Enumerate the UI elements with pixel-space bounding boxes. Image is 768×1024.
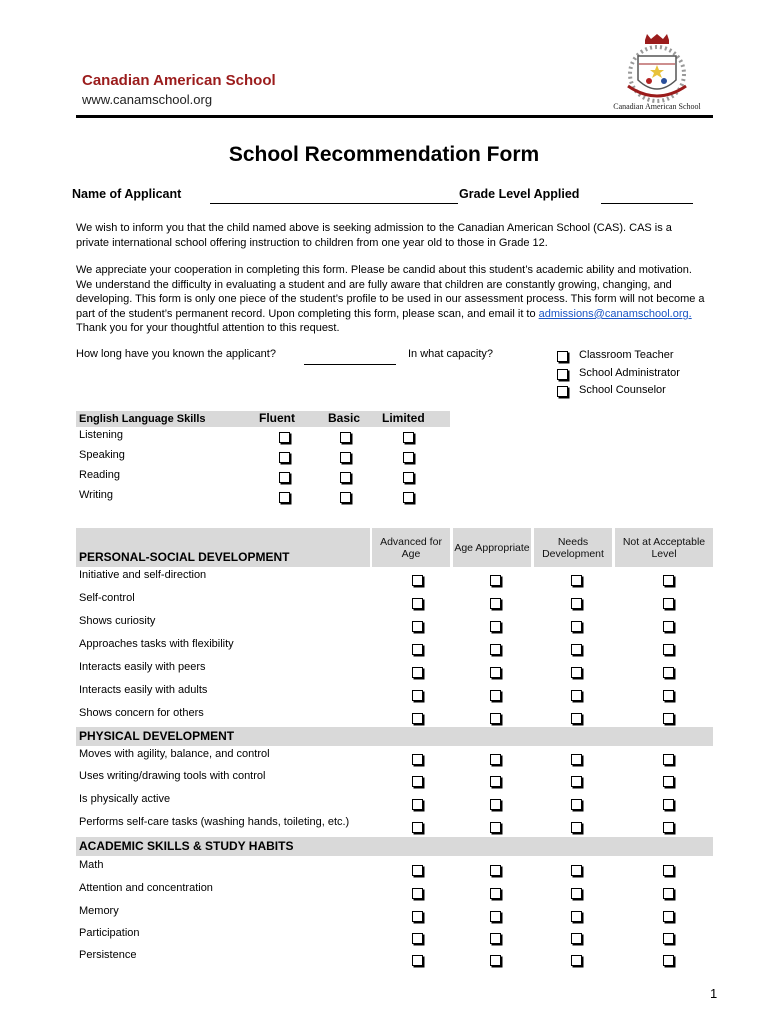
checkbox-not-acceptable[interactable] [663, 955, 674, 966]
checkbox-appropriate[interactable] [490, 955, 501, 966]
checkbox-appropriate[interactable] [490, 621, 501, 632]
checkbox-limited[interactable] [403, 472, 414, 483]
checkbox-advanced[interactable] [412, 911, 423, 922]
school-name: Canadian American School [82, 72, 276, 89]
column-label: Not at Acceptable Level [622, 535, 706, 560]
col-basic: Basic [328, 411, 361, 425]
checkbox-not-acceptable[interactable] [663, 865, 674, 876]
table-row [76, 816, 713, 839]
checkbox-appropriate[interactable] [490, 799, 501, 810]
checkbox-not-acceptable[interactable] [663, 575, 674, 586]
checkbox-not-acceptable[interactable] [663, 713, 674, 724]
checkbox-not-acceptable[interactable] [663, 754, 674, 765]
checkbox-appropriate[interactable] [490, 865, 501, 876]
table-row [76, 905, 713, 928]
checkbox-needs[interactable] [571, 933, 582, 944]
checkbox-not-acceptable[interactable] [663, 644, 674, 655]
row-label: Interacts easily with adults [79, 684, 208, 696]
checkbox-advanced[interactable] [412, 955, 423, 966]
row-label: Persistence [79, 949, 137, 961]
checkbox-advanced[interactable] [412, 799, 423, 810]
checkbox-limited[interactable] [403, 492, 414, 503]
row-label: Memory [79, 905, 119, 917]
checkbox-needs[interactable] [571, 888, 582, 899]
checkbox-appropriate[interactable] [490, 911, 501, 922]
header-divider [76, 115, 713, 118]
checkbox-limited[interactable] [403, 452, 414, 463]
checkbox-not-acceptable[interactable] [663, 776, 674, 787]
column-label: Advanced for Age [380, 535, 442, 560]
checkbox-fluent[interactable] [279, 432, 290, 443]
column-label: Needs Development [542, 535, 604, 560]
row-label: Math [79, 859, 104, 871]
row-label: Performs self-care tasks (washing hands, toileting, etc.) [79, 816, 350, 828]
col-not-acceptable [615, 528, 713, 567]
checkbox-not-acceptable[interactable] [663, 888, 674, 899]
table-row [76, 859, 713, 882]
row-label: Shows concern for others [79, 707, 204, 719]
row-label: Self-control [79, 592, 135, 604]
checkbox-needs[interactable] [571, 911, 582, 922]
english-row-writing [76, 489, 450, 509]
checkbox-needs[interactable] [571, 776, 582, 787]
checkbox-basic[interactable] [340, 472, 351, 483]
row-label: Participation [79, 927, 140, 939]
table-row [76, 661, 713, 684]
admissions-email-link[interactable]: admissions@canamschool.org. [538, 307, 692, 320]
checkbox-not-acceptable[interactable] [663, 911, 674, 922]
grade-level-field[interactable] [601, 203, 693, 204]
checkbox-advanced[interactable] [412, 822, 423, 833]
table-row [76, 615, 713, 638]
checkbox-icon[interactable] [557, 369, 568, 380]
checkbox-advanced[interactable] [412, 933, 423, 944]
checkbox-basic[interactable] [340, 432, 351, 443]
checkbox-appropriate[interactable] [490, 776, 501, 787]
english-row-reading [76, 469, 450, 489]
checkbox-needs[interactable] [571, 621, 582, 632]
checkbox-needs[interactable] [571, 865, 582, 876]
checkbox-appropriate[interactable] [490, 644, 501, 655]
english-skills-header [76, 411, 450, 427]
section-heading: ACADEMIC SKILLS & STUDY HABITS [79, 839, 294, 853]
checkbox-advanced[interactable] [412, 888, 423, 899]
checkbox-fluent[interactable] [279, 472, 290, 483]
checkbox-needs[interactable] [571, 799, 582, 810]
row-label: Shows curiosity [79, 615, 156, 627]
checkbox-fluent[interactable] [279, 452, 290, 463]
checkbox-icon[interactable] [557, 351, 568, 362]
instructions-thanks: Thank you for your thoughtful attention to this request. [76, 322, 340, 335]
col-age-appropriate [453, 528, 531, 567]
checkbox-appropriate[interactable] [490, 667, 501, 678]
checkbox-appropriate[interactable] [490, 575, 501, 586]
row-label: Interacts easily with peers [79, 661, 206, 673]
checkbox-needs[interactable] [571, 690, 582, 701]
table-row [76, 638, 713, 661]
checkbox-advanced[interactable] [412, 713, 423, 724]
academic-section-header [76, 837, 713, 856]
physical-section-header [76, 727, 713, 746]
row-label: Reading [79, 469, 120, 481]
instructions-paragraph [76, 263, 706, 336]
checkbox-fluent[interactable] [279, 492, 290, 503]
table-row [76, 592, 713, 615]
checkbox-advanced[interactable] [412, 865, 423, 876]
col-limited: Limited [382, 411, 425, 425]
table-row [76, 684, 713, 707]
row-label: Listening [79, 429, 124, 441]
table-row [76, 793, 713, 816]
row-label: Approaches tasks with flexibility [79, 638, 234, 650]
col-needs-development [534, 528, 612, 567]
grade-level-label: Grade Level Applied [459, 187, 580, 201]
known-duration-field[interactable] [304, 364, 396, 365]
logo-caption: Canadian American School [613, 102, 701, 111]
row-label: Initiative and self-direction [79, 569, 207, 581]
checkbox-advanced[interactable] [412, 575, 423, 586]
table-row [76, 927, 713, 950]
checkbox-limited[interactable] [403, 432, 414, 443]
column-label: Age Appropriate [454, 541, 530, 554]
row-label: Speaking [79, 449, 125, 461]
checkbox-basic[interactable] [340, 492, 351, 503]
english-row-listening [76, 429, 450, 449]
checkbox-advanced[interactable] [412, 754, 423, 765]
capacity-question: In what capacity? [408, 348, 493, 360]
section-heading: PHYSICAL DEVELOPMENT [79, 729, 235, 743]
checkbox-appropriate[interactable] [490, 933, 501, 944]
checkbox-advanced[interactable] [412, 644, 423, 655]
checkbox-appropriate[interactable] [490, 888, 501, 899]
checkbox-not-acceptable[interactable] [663, 690, 674, 701]
checkbox-advanced[interactable] [412, 621, 423, 632]
checkbox-appropriate[interactable] [490, 754, 501, 765]
row-label: Is physically active [79, 793, 171, 805]
checkbox-needs[interactable] [571, 598, 582, 609]
checkbox-needs[interactable] [571, 955, 582, 966]
applicant-name-label: Name of Applicant [72, 187, 182, 201]
checkbox-icon[interactable] [557, 386, 568, 397]
form-title: School Recommendation Form [228, 143, 540, 166]
row-label: Writing [79, 489, 114, 501]
checkbox-not-acceptable[interactable] [663, 799, 674, 810]
row-label: Attention and concentration [79, 882, 213, 894]
table-row [76, 882, 713, 905]
checkbox-advanced[interactable] [412, 598, 423, 609]
checkbox-basic[interactable] [340, 452, 351, 463]
col-advanced-for-age [372, 528, 450, 567]
checkbox-appropriate[interactable] [490, 822, 501, 833]
col-fluent: Fluent [259, 411, 295, 425]
checkbox-advanced[interactable] [412, 667, 423, 678]
checkbox-needs[interactable] [571, 667, 582, 678]
school-website: www.canamschool.org [82, 92, 213, 107]
checkbox-needs[interactable] [571, 644, 582, 655]
known-duration-question: How long have you known the applicant? [76, 348, 276, 360]
checkbox-appropriate[interactable] [490, 598, 501, 609]
checkbox-appropriate[interactable] [490, 713, 501, 724]
checkbox-not-acceptable[interactable] [663, 933, 674, 944]
development-table-header [76, 528, 713, 567]
instructions-text: We appreciate your cooperation in completing this form. Please be candid about this student’s academic ability and motivation. We understand the difficulty in evaluating a student and are fully aware that children are constantly growing, changing, and developing. This form is only one piece of the student’s profile to be used in our assessment process. This form will not become a part of the student’s permanent record. Upon completing this form, please scan, and email it to [76, 264, 705, 320]
table-row [76, 748, 713, 771]
checkbox-needs[interactable] [571, 713, 582, 724]
row-label: Moves with agility, balance, and control [79, 748, 270, 760]
checkbox-not-acceptable[interactable] [663, 598, 674, 609]
checkbox-appropriate[interactable] [490, 690, 501, 701]
english-skills-heading: English Language Skills [79, 413, 206, 425]
checkbox-advanced[interactable] [412, 776, 423, 787]
checkbox-needs[interactable] [571, 754, 582, 765]
table-row [76, 770, 713, 793]
checkbox-not-acceptable[interactable] [663, 822, 674, 833]
checkbox-advanced[interactable] [412, 690, 423, 701]
page-number: 1 [710, 986, 718, 1001]
intro-paragraph: We wish to inform you that the child named above is seeking admission to the Canadian American School (CAS). CAS is a private international school offering instruction to children from one year old to those in Grade 12. [76, 222, 672, 249]
checkbox-not-acceptable[interactable] [663, 621, 674, 632]
applicant-name-field[interactable] [210, 203, 458, 204]
checkbox-needs[interactable] [571, 822, 582, 833]
table-row [76, 949, 713, 972]
personal-social-section-header [76, 528, 370, 567]
english-row-speaking [76, 449, 450, 469]
row-label: Uses writing/drawing tools with control [79, 770, 266, 782]
checkbox-needs[interactable] [571, 575, 582, 586]
table-row [76, 569, 713, 592]
section-heading: PERSONAL-SOCIAL DEVELOPMENT [79, 550, 290, 564]
checkbox-not-acceptable[interactable] [663, 667, 674, 678]
